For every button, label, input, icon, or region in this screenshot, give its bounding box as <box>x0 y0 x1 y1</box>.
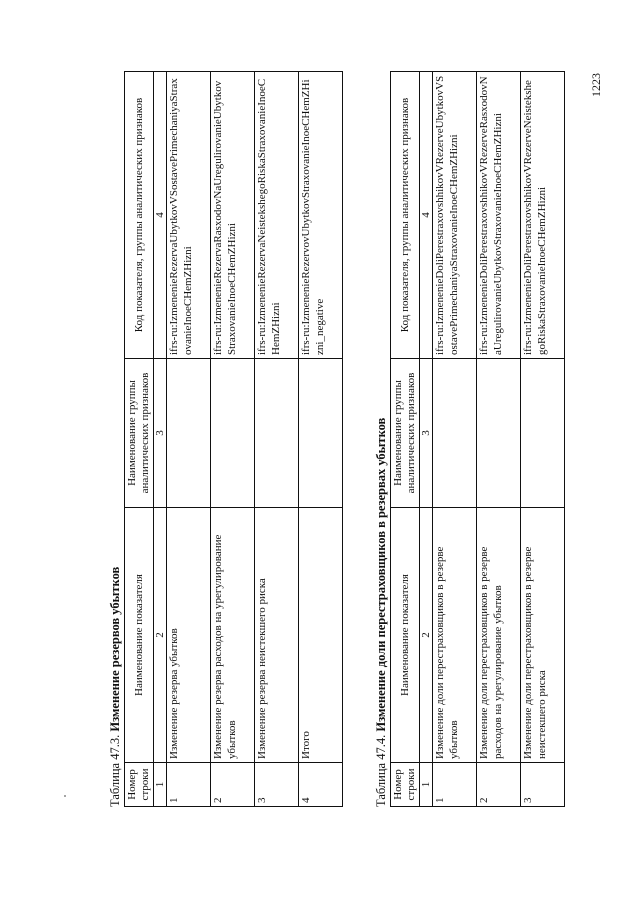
table-row <box>299 72 343 807</box>
table2 <box>390 71 565 807</box>
table-row <box>433 72 477 807</box>
table1-colnum: 2 <box>154 508 167 763</box>
indicator-name: Изменение резерва расходов на урегулирование убытков <box>211 508 255 763</box>
table2-colnum: 4 <box>420 72 433 359</box>
table2-caption <box>374 418 389 807</box>
table-row <box>167 72 211 807</box>
group-name <box>299 359 343 508</box>
indicator-name: Изменение резерва убытков <box>167 508 211 763</box>
table1 <box>124 71 343 807</box>
table2-header-group: Наименование группы аналитических признаков <box>391 359 420 508</box>
table1-colnum: 4 <box>154 72 167 359</box>
row-number: 1 <box>167 763 211 807</box>
indicator-code: ifrs-ru:IzmenenieRezervaRasxodovNaUregulirovanieUbytkovStraxovanieInoeCHemZHizni <box>211 72 255 359</box>
group-name <box>211 359 255 508</box>
indicator-name: Изменение резерва неистекшего риска <box>255 508 299 763</box>
group-name <box>255 359 299 508</box>
indicator-name: Изменение доли перестраховщиков в резерве расходов на урегулирование убытков <box>477 508 521 763</box>
table-row <box>521 72 565 807</box>
row-number: 1 <box>433 763 477 807</box>
table1-colnum: 3 <box>154 359 167 508</box>
table1-header-name: Наименование показателя <box>125 508 154 763</box>
group-name <box>521 359 565 508</box>
indicator-code: ifrs-ru:IzmenenieDoliPerestraxovshhikovVRezerveNeistekshegoRiskaStraxovanieInoeCHemZHizni <box>521 72 565 359</box>
table1-caption-prefix: Таблица 47.3. <box>108 734 122 807</box>
indicator-code: ifrs-ru:IzmenenieRezervovUbytkovStraxovanieInoeCHemZHizni_negative <box>299 72 343 359</box>
table-row <box>255 72 299 807</box>
row-number: 3 <box>521 763 565 807</box>
table2-caption-title: Изменение доли перестраховщиков в резервах убытков <box>374 417 388 732</box>
table2-header-row <box>391 72 420 807</box>
table2-column-numbers <box>420 72 433 807</box>
indicator-name: Изменение доли перестраховщиков в резерве убытков <box>433 508 477 763</box>
table-row <box>477 72 521 807</box>
table1-header-row <box>125 72 154 807</box>
table1-column-numbers <box>154 72 167 807</box>
table2-header-code: Код показателя, группы аналитических признаков <box>391 72 420 359</box>
row-number: 4 <box>299 763 343 807</box>
table1-header-code: Код показателя, группы аналитических признаков <box>125 72 154 359</box>
table1-caption <box>108 567 123 807</box>
table1-colnum: 1 <box>154 763 167 807</box>
group-name <box>167 359 211 508</box>
table1-header-num: Номер строки <box>125 763 154 807</box>
table2-colnum: 3 <box>420 359 433 508</box>
table2-header-num: Номер строки <box>391 763 420 807</box>
table2-caption-prefix: Таблица 47.4. <box>374 734 388 807</box>
table1-caption-title: Изменение резервов убытков <box>108 566 122 732</box>
table2-colnum: 1 <box>420 763 433 807</box>
indicator-name: Изменение доли перестраховщиков в резерве неистекшего риска <box>521 508 565 763</box>
row-number: 3 <box>255 763 299 807</box>
table-row <box>211 72 255 807</box>
row-number: 2 <box>211 763 255 807</box>
page-number: 1223 <box>589 73 603 97</box>
row-number: 2 <box>477 763 521 807</box>
table2-header-name: Наименование показателя <box>391 508 420 763</box>
indicator-name: Итого <box>299 508 343 763</box>
indicator-code: ifrs-ru:IzmenenieRezervaNeistekshegoRiskaStraxovanieInoeCHemZHizni <box>255 72 299 359</box>
table2-colnum: 2 <box>420 508 433 763</box>
speck <box>64 795 66 797</box>
table1-header-group: Наименование группы аналитических признаков <box>125 359 154 508</box>
indicator-code: ifrs-ru:IzmenenieRezervaUbytkovVSostavePrimechaniyaStraxovanieInoeCHemZHizni <box>167 72 211 359</box>
group-name <box>433 359 477 508</box>
indicator-code: ifrs-ru:IzmenenieDoliPerestraxovshhikovVRezerveUbytkovVSostavePrimechaniyaStraxovanieInoeCHemZHizni <box>433 72 477 359</box>
indicator-code: ifrs-ru:IzmenenieDoliPerestraxovshhikovVRezerveRasxodovNaUregulirovanieUbytkovStraxovanieInoeCHemZHizni <box>477 72 521 359</box>
group-name <box>477 359 521 508</box>
